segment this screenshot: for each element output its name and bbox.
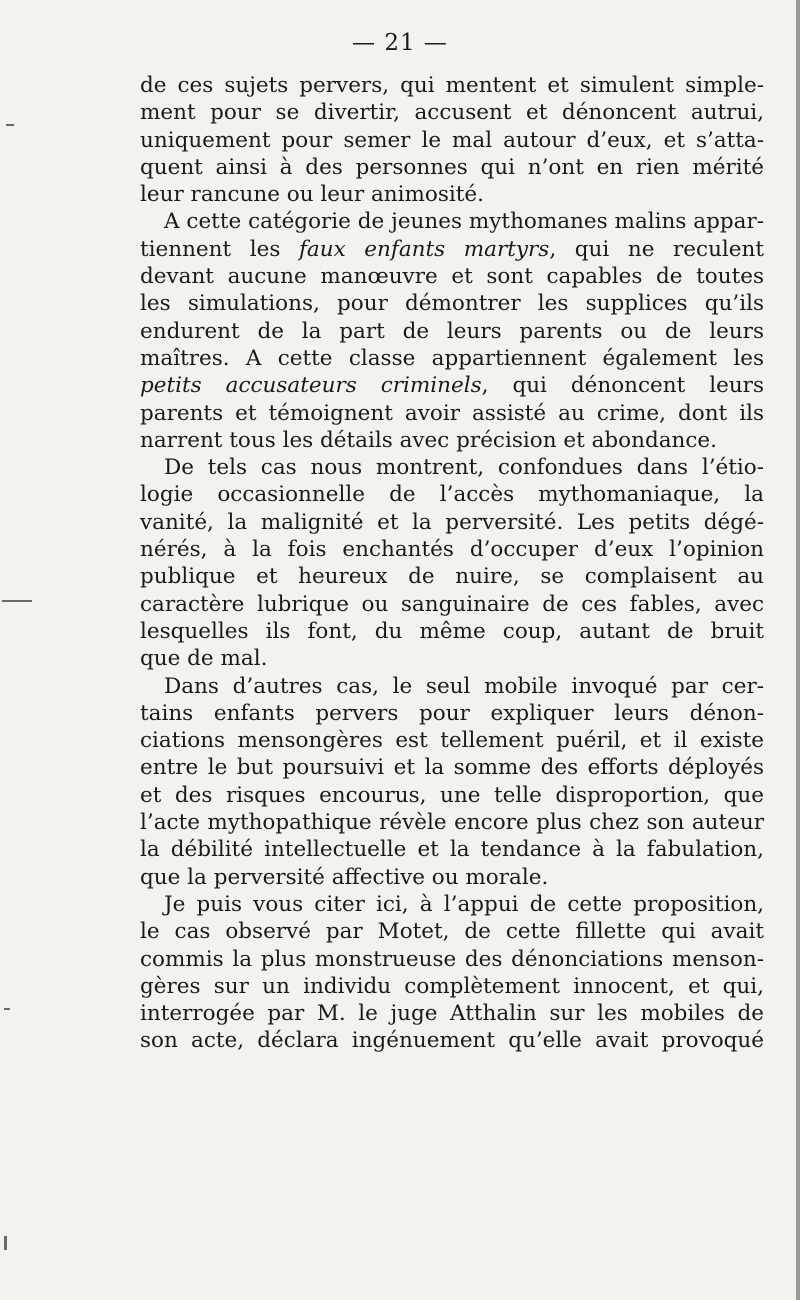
text-line [140, 727, 764, 754]
text-line [140, 809, 764, 836]
text-line [140, 318, 764, 345]
text-segment: que de mal. [140, 646, 268, 672]
text-segment: ciations mensongères est tellement puéril, et il existe [140, 728, 764, 754]
text-line [140, 400, 764, 427]
text-segment: nérés, à la fois enchantés d’occuper d’eux l’opinion [140, 537, 764, 563]
text-segment: de ces sujets pervers, qui mentent et simulent simple- [140, 73, 764, 98]
text-line [140, 563, 764, 590]
text-line [140, 72, 764, 99]
text-segment: lesquelles ils font, du même coup, autant de bruit [140, 618, 764, 644]
italic-phrase: faux enfants martyrs [298, 236, 550, 262]
text-line [140, 509, 764, 536]
text-segment: , qui ne reculent [549, 236, 764, 262]
text-segment: ment pour se divertir, accusent et dénoncent autrui, [140, 100, 764, 126]
text-segment: endurent de la part de leurs parents ou de leurs [140, 318, 764, 344]
text-line [140, 208, 764, 235]
text-line [140, 536, 764, 563]
text-line [140, 1000, 764, 1027]
text-segment: vanité, la malignité et la perversité. Les petits dégé- [140, 509, 764, 535]
text-segment: De tels cas nous montrent, confondues dans l’étio- [164, 455, 764, 481]
text-segment: interrogée par M. le juge Atthalin sur les mobiles de [140, 1001, 764, 1027]
text-line [140, 645, 764, 672]
text-line [140, 891, 764, 918]
text-line [140, 591, 764, 618]
text-segment: gères sur un individu complètement innocent, et qui, [140, 973, 764, 999]
text-line [140, 700, 764, 727]
text-segment: Dans d’autres cas, le seul mobile invoqué par cer- [164, 673, 764, 699]
text-segment: le cas observé par Motet, de cette fillette qui avait [140, 919, 764, 945]
margin-mark [2, 600, 32, 602]
text-line [140, 290, 764, 317]
text-segment: entre le but poursuivi et la somme des efforts déployés [140, 755, 764, 781]
text-line [140, 1027, 764, 1054]
text-line [140, 673, 764, 700]
text-line [140, 754, 764, 781]
text-segment: tains enfants pervers pour expliquer leurs dénon- [140, 700, 764, 726]
text-line [140, 427, 764, 454]
text-line [140, 864, 764, 891]
text-segment: caractère lubrique ou sanguinaire de ces fables, avec [140, 591, 764, 617]
text-segment: A cette catégorie de jeunes mythomanes malins appar- [164, 209, 764, 235]
text-segment: parents et témoignent avoir assisté au crime, dont ils [140, 400, 764, 426]
text-segment: que la perversité affective ou morale. [140, 864, 549, 890]
text-segment: , qui dénoncent leurs [481, 373, 764, 399]
text-line [140, 154, 764, 181]
text-line [140, 454, 764, 481]
text-line [140, 263, 764, 290]
text-line [140, 481, 764, 508]
text-segment: la débilité intellectuelle et la tendance à la fabulation, [140, 837, 764, 863]
text-segment: les simulations, pour démontrer les supplices qu’ils [140, 291, 764, 317]
italic-phrase: petits accusateurs criminels [140, 373, 482, 399]
text-line [140, 345, 764, 372]
page-edge [796, 0, 800, 1300]
text-line [140, 372, 764, 399]
text-segment: devant aucune manœuvre et sont capables de toutes [140, 264, 764, 290]
text-segment: et des risques encourus, une telle disproportion, que [140, 782, 764, 808]
page-number: — 21 — [352, 30, 448, 56]
text-segment: quent ainsi à des personnes qui n’ont en rien mérité [140, 154, 764, 180]
body-text [140, 72, 764, 1055]
text-segment: publique et heureux de nuire, se complaisent au [140, 564, 764, 590]
margin-mark [4, 1236, 7, 1250]
text-line [140, 181, 764, 208]
text-segment: Je puis vous citer ici, à l’appui de cette proposition, [164, 891, 764, 917]
text-line [140, 618, 764, 645]
text-segment: uniquement pour semer le mal autour d’eux, et s’atta- [140, 127, 764, 153]
margin-mark [4, 1008, 10, 1010]
text-line [140, 918, 764, 945]
text-segment: leur rancune ou leur animosité. [140, 182, 484, 208]
text-line [140, 127, 764, 154]
margin-mark [6, 124, 14, 126]
text-line [140, 973, 764, 1000]
text-line [140, 99, 764, 126]
text-line [140, 836, 764, 863]
text-line [140, 236, 764, 263]
text-segment: narrent tous les détails avec précision et abondance. [140, 427, 717, 453]
text-line [140, 946, 764, 973]
text-segment: maîtres. A cette classe appartiennent également les [140, 345, 764, 371]
text-segment: son acte, déclara ingénuement qu’elle avait provoqué [140, 1028, 764, 1054]
text-segment: commis la plus monstrueuse des dénonciations menson- [140, 946, 764, 972]
text-segment: tiennent les [140, 236, 299, 262]
text-line [140, 782, 764, 809]
text-segment: l’acte mythopathique révèle encore plus chez son auteur [140, 810, 764, 836]
text-segment: logie occasionnelle de l’accès mythomaniaque, la [140, 482, 764, 508]
